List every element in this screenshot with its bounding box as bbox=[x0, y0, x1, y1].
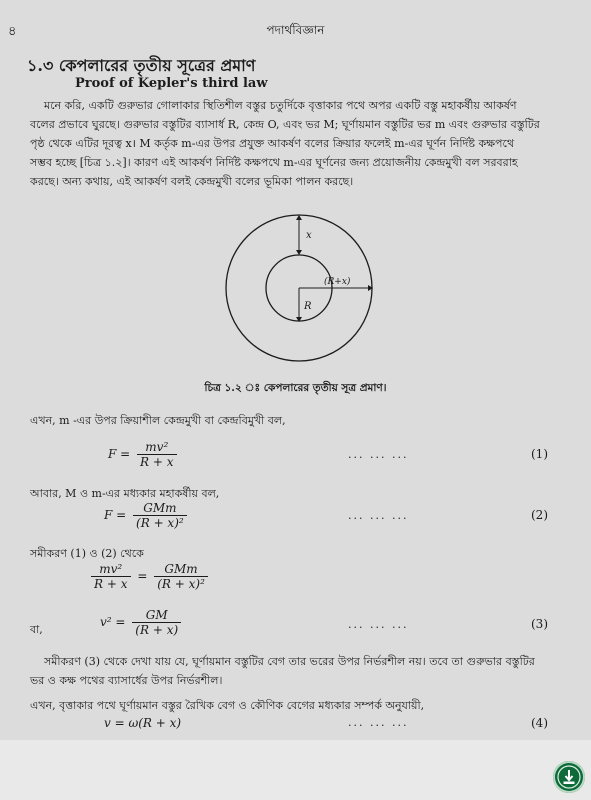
intro-line: সম্ভব হচ্ছে [চিত্র ১.২]। কারণ এই আকর্ষণ নির্দিষ্ট কক্ষপথে m-এর ঘূর্ণনের জন্য প্রয়োজনীয় কেন্দ্রমুখী বল সরবরাহ bbox=[30, 156, 518, 169]
label-r-plus-x: (R+x) bbox=[324, 277, 351, 287]
section-subtitle: Proof of Kepler's third law bbox=[75, 76, 268, 91]
eq4-number: (4) bbox=[531, 716, 548, 730]
figure-caption: চিত্র ১.২ ঃ কেপলারের তৃতীয় সূত্র প্রমাণ। bbox=[204, 382, 387, 394]
relation-text: এখন, বৃত্তাকার পথে ঘূর্ণায়মান বস্তুর রৈখিক বেগ ও কৌণিক বেগের মধ্যকার সম্পর্ক অনুযায়ী, bbox=[30, 699, 425, 712]
orbit-figure bbox=[224, 200, 374, 370]
equation-1 bbox=[108, 440, 180, 469]
page-number: ৪ bbox=[8, 24, 17, 39]
running-head: পদার্থবিজ্ঞান bbox=[266, 23, 325, 37]
eqmid-left-denominator: R + x bbox=[94, 577, 128, 591]
eq3-fraction bbox=[132, 608, 181, 637]
eq2-number: (2) bbox=[531, 508, 548, 522]
eqmid-right-numerator: GMm bbox=[154, 562, 208, 577]
eqmid-left-fraction bbox=[91, 562, 131, 591]
eq1-denominator: R + x bbox=[140, 455, 174, 469]
label-r: R bbox=[304, 301, 312, 312]
eq1-lhs: F = bbox=[108, 447, 131, 461]
eqmid-left-numerator: mv² bbox=[91, 562, 131, 577]
equation-4: v = ω(R + x) bbox=[104, 716, 182, 730]
eq1-dots: ... ... ... bbox=[348, 448, 409, 461]
equation-3 bbox=[100, 608, 184, 637]
eq3-lhs: v² = bbox=[100, 615, 126, 629]
eq2-dots: ... ... ... bbox=[348, 509, 409, 522]
eq2-numerator: GMm bbox=[133, 501, 187, 516]
eq4-dots: ... ... ... bbox=[348, 716, 409, 729]
section-title: ১.৩ কেপলারের তৃতীয় সূত্রের প্রমাণ bbox=[27, 56, 256, 75]
eq2-fraction bbox=[133, 501, 187, 530]
conclusion-paragraph bbox=[30, 652, 578, 690]
gravity-intro-text: আবার, M ও m-এর মধ্যকার মহাকর্ষীয় বল, bbox=[30, 487, 220, 500]
compare-text: সমীকরণ (1) ও (2) থেকে bbox=[30, 547, 144, 560]
eqmid-right-denominator: (R + x)² bbox=[157, 577, 205, 591]
eqmid-equals: = bbox=[137, 569, 148, 583]
equation-combined bbox=[88, 562, 211, 591]
eq3-denominator: (R + x) bbox=[135, 623, 179, 637]
intro-line: করছে। অন্য কথায়, এই আকর্ষণ বলই কেন্দ্রমুখী বলের ভূমিকা পালন করছে। bbox=[30, 175, 354, 188]
eq3-dots: ... ... ... bbox=[348, 618, 409, 631]
eq3-number: (3) bbox=[531, 617, 548, 631]
intro-line: পৃষ্ঠ থেকে এটির দূরত্ব x। M কর্তৃক m-এর উপর প্রযুক্ত আকর্ষণ বলের ক্রিয়ার ফলেই m-এর ঘূর্ণন নির্দিষ্ট কক্ষপথে bbox=[30, 137, 515, 150]
download-book-icon bbox=[553, 761, 585, 793]
eq2-denominator: (R + x)² bbox=[136, 516, 184, 530]
equation-2 bbox=[104, 501, 190, 530]
label-x: x bbox=[306, 230, 312, 241]
intro-paragraph bbox=[30, 96, 578, 191]
eq3-prefix: বা, bbox=[30, 623, 43, 636]
conclusion-line: ভর ও কক্ষ পথের ব্যাসার্ধের উপর নির্ভরশীল। bbox=[30, 674, 223, 687]
intro-line: বলের প্রভাবে ঘুরছে। গুরুভার বস্তুটির ব্যাসার্ধ R, কেন্দ্র O, এবং ভর M; ঘূর্ণায়মান বস্তুটির ভর m এবং গুরুভার বস্তুটির bbox=[30, 118, 540, 131]
eqmid-right-fraction bbox=[154, 562, 208, 591]
conclusion-line: সমীকরণ (3) থেকে দেখা যায় যে, ঘূর্ণায়মান বস্তুটির বেগ তার ভরের উপর নির্ভরশীল নয়। তবে তা গুরুভার বস্তুটির bbox=[44, 655, 535, 668]
viewer-logo[interactable] bbox=[553, 761, 585, 793]
eq3-numerator: GM bbox=[132, 608, 181, 623]
eq1-number: (1) bbox=[531, 447, 548, 461]
intro-line: মনে করি, একটি গুরুভার গোলাকার স্থিতিশীল বস্তুর চতুর্দিকে বৃত্তাকার পথে অপর একটি বস্তু মহাকর্ষীয় আকর্ষণ bbox=[44, 99, 517, 112]
eq1-fraction bbox=[137, 440, 177, 469]
eq2-lhs: F = bbox=[104, 508, 127, 522]
force-intro-text: এখন, m -এর উপর ক্রিয়াশীল কেন্দ্রমুখী বা কেন্দ্রবিমুখী বল, bbox=[30, 414, 286, 427]
eq1-numerator: mv² bbox=[137, 440, 177, 455]
